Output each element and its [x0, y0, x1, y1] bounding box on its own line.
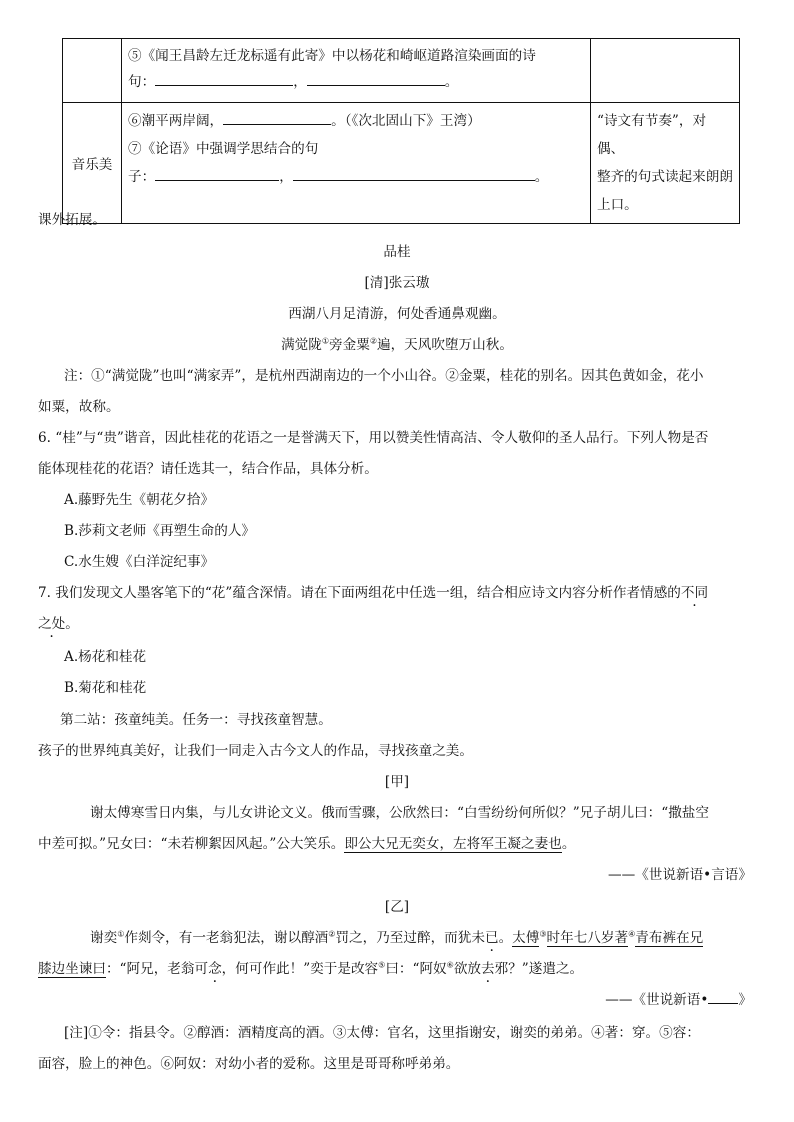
passage-text: 谢奕	[90, 930, 118, 946]
passage-text: 罚之，乃至过醉，而犹未	[335, 930, 485, 946]
item5-prefix: 句：	[128, 74, 156, 90]
underlined-sentence: 即公大兄无奕女，左将军王凝之妻也	[344, 836, 562, 852]
underlined-sentence: 膝边坐谏曰	[38, 961, 106, 977]
answer-blank[interactable]	[155, 73, 293, 86]
poem-note-line: 如粟，故称。	[38, 399, 120, 415]
passage-text: 欲放	[453, 961, 482, 977]
passage-title-yi: [乙]	[384, 899, 410, 915]
footnote-marker: ①	[321, 336, 330, 346]
underlined-sentence: 青布裤在兄	[635, 930, 704, 946]
passage-source	[605, 988, 752, 1008]
option-item: C.水生嫂《白洋淀纪事》	[64, 554, 215, 570]
table-empty-cell	[63, 39, 122, 103]
underlined-sentence: 时年七八岁著	[546, 930, 629, 946]
footnote-marker: ②	[369, 336, 377, 346]
answer-blank[interactable]	[307, 73, 445, 86]
yi-note-line: [注]①令：指县令。②醇酒：酒精度高的酒。③太傅：官名，这里指谢安，谢奕的弟弟。④著：穿。⑤容：	[64, 1025, 700, 1041]
answer-blank[interactable]	[293, 168, 535, 181]
poem-title: 品桂	[383, 244, 411, 260]
passage-line: 谢太傅寒雪日内集，与儿女讲论文义。俄而雪骤，公欣然曰：“白雪纷纷何所似？”兄子胡儿曰：“撒盐空	[90, 805, 709, 821]
passage-source: ——《世说新语•言语》	[608, 867, 752, 883]
answer-blank[interactable]	[155, 168, 279, 181]
option-item: B.菊花和桂花	[64, 680, 147, 696]
passage-text: 曰：“阿奴	[385, 961, 447, 977]
item5-line1: ⑤《闻王昌龄左迁龙标遥有此寄》中以杨花和崎岖道路渲染画面的诗	[128, 48, 536, 64]
table-empty-cell	[591, 39, 740, 103]
poem-note-line: 注：①“满觉陇”也叫“满家弄”，是杭州西湖南边的一个小山谷。②金粟，桂花的别名。因其色黄如金，花小	[64, 368, 704, 384]
question-7	[38, 581, 708, 601]
table-cell-item6-7	[122, 103, 591, 224]
footnote-marker: ②	[328, 929, 336, 939]
item6-prefix: ⑥潮平两岸阔，	[128, 113, 224, 129]
passage-text: ：“阿兄，老翁可	[105, 961, 209, 977]
question-6-cont: 能体现桂花的花语？请任选其一，结合作品，具体分析。	[38, 461, 378, 477]
note-line: 上口。	[597, 197, 638, 213]
extension-label: 课外拓展。	[38, 212, 106, 228]
passage-line	[90, 926, 703, 946]
intro-text: 孩子的世界纯真美好，让我们一同走入古今文人的作品，寻找孩童之美。	[38, 743, 473, 759]
poem-line	[0, 333, 794, 353]
passage-text: 中差可拟。”兄女曰：“未若柳絮因风起。”公大笑乐。	[38, 836, 345, 852]
emphasis-text: 已	[484, 930, 499, 946]
question-text: 。	[65, 616, 79, 632]
item7-prefix: 子：	[128, 169, 156, 185]
option-item: A.藤野先生《朝花夕拾》	[64, 492, 215, 508]
passage-title-jia: [甲]	[384, 774, 410, 790]
category-label-music: 音乐美	[63, 103, 122, 224]
passage-text: ，何可作此！”奕于是改容	[221, 961, 379, 977]
table-cell-item5	[122, 39, 591, 103]
question-6: 6. “桂”与“贵”谐音，因此桂花的花语之一是誉满天下，用以赞美性情高洁、令人敬仰的圣人品行。下列人物是否	[38, 430, 709, 446]
question-text: 7. 我们发现文人墨客笔下的“花”蕴含深情。请在下面两组花中任选一组，结合相应诗文内容分析作者情感的	[38, 585, 681, 601]
emphasis-text: 去	[481, 961, 495, 977]
passage-text: 。	[498, 930, 513, 946]
footnote-marker: ④	[628, 929, 636, 939]
table-cell-note	[591, 103, 740, 224]
item6-suffix: 。（《次北固山下》王湾）	[331, 113, 481, 129]
footnote-marker: ⑥	[446, 960, 454, 970]
option-item: B.莎莉文老师《再塑生命的人》	[64, 523, 256, 539]
emphasis-text: 之处	[38, 616, 66, 632]
answer-blank[interactable]	[708, 991, 738, 1004]
passage-line	[38, 957, 583, 977]
passage-text: 邪？”遂遣之。	[494, 961, 584, 977]
note-line: 整齐的句式读起来朗朗	[597, 169, 733, 185]
footnote-marker: ⑤	[378, 960, 386, 970]
emphasis-text: 念	[208, 961, 222, 977]
question-7-cont	[38, 612, 79, 632]
underlined-sentence: 太傅	[512, 930, 540, 946]
answer-blank[interactable]	[223, 112, 331, 125]
poem-text: 遍，天风吹堕万山秋。	[376, 337, 513, 353]
passage-text: 作剡令，有一老翁犯法，谢以醇酒	[124, 930, 329, 946]
poem-line: 西湖八月足清游，何处香通鼻观幽。	[288, 306, 506, 322]
note-line: “诗文有节奏”，对偶、	[597, 113, 707, 157]
poem-text: 满觉陇	[281, 337, 322, 353]
emphasis-text: 不同	[680, 585, 709, 601]
source-text: 》	[738, 992, 752, 1008]
passage-line	[38, 832, 575, 852]
period: 。	[534, 169, 549, 185]
footnote-marker: ③	[539, 929, 547, 939]
poem-text: 旁金粟	[329, 337, 370, 353]
option-item: A.杨花和桂花	[64, 649, 147, 665]
yi-note-line: 面容，脸上的神色。⑥阿奴：对幼小者的爱称。这里是哥哥称呼弟弟。	[38, 1056, 460, 1072]
period: 。	[444, 74, 459, 90]
poem-author: [清]张云璈	[364, 275, 430, 291]
source-text: ——《世说新语•	[605, 992, 709, 1008]
passage-text: 。	[561, 836, 576, 852]
question-table	[62, 38, 740, 224]
station-heading: 第二站：孩童纯美。任务一：寻找孩童智慧。	[60, 712, 332, 728]
comma: ，	[293, 74, 307, 90]
comma: ，	[279, 169, 293, 185]
footnote-marker: ①	[117, 929, 125, 939]
item7-line: ⑦《论语》中强调学思结合的句	[128, 141, 319, 157]
